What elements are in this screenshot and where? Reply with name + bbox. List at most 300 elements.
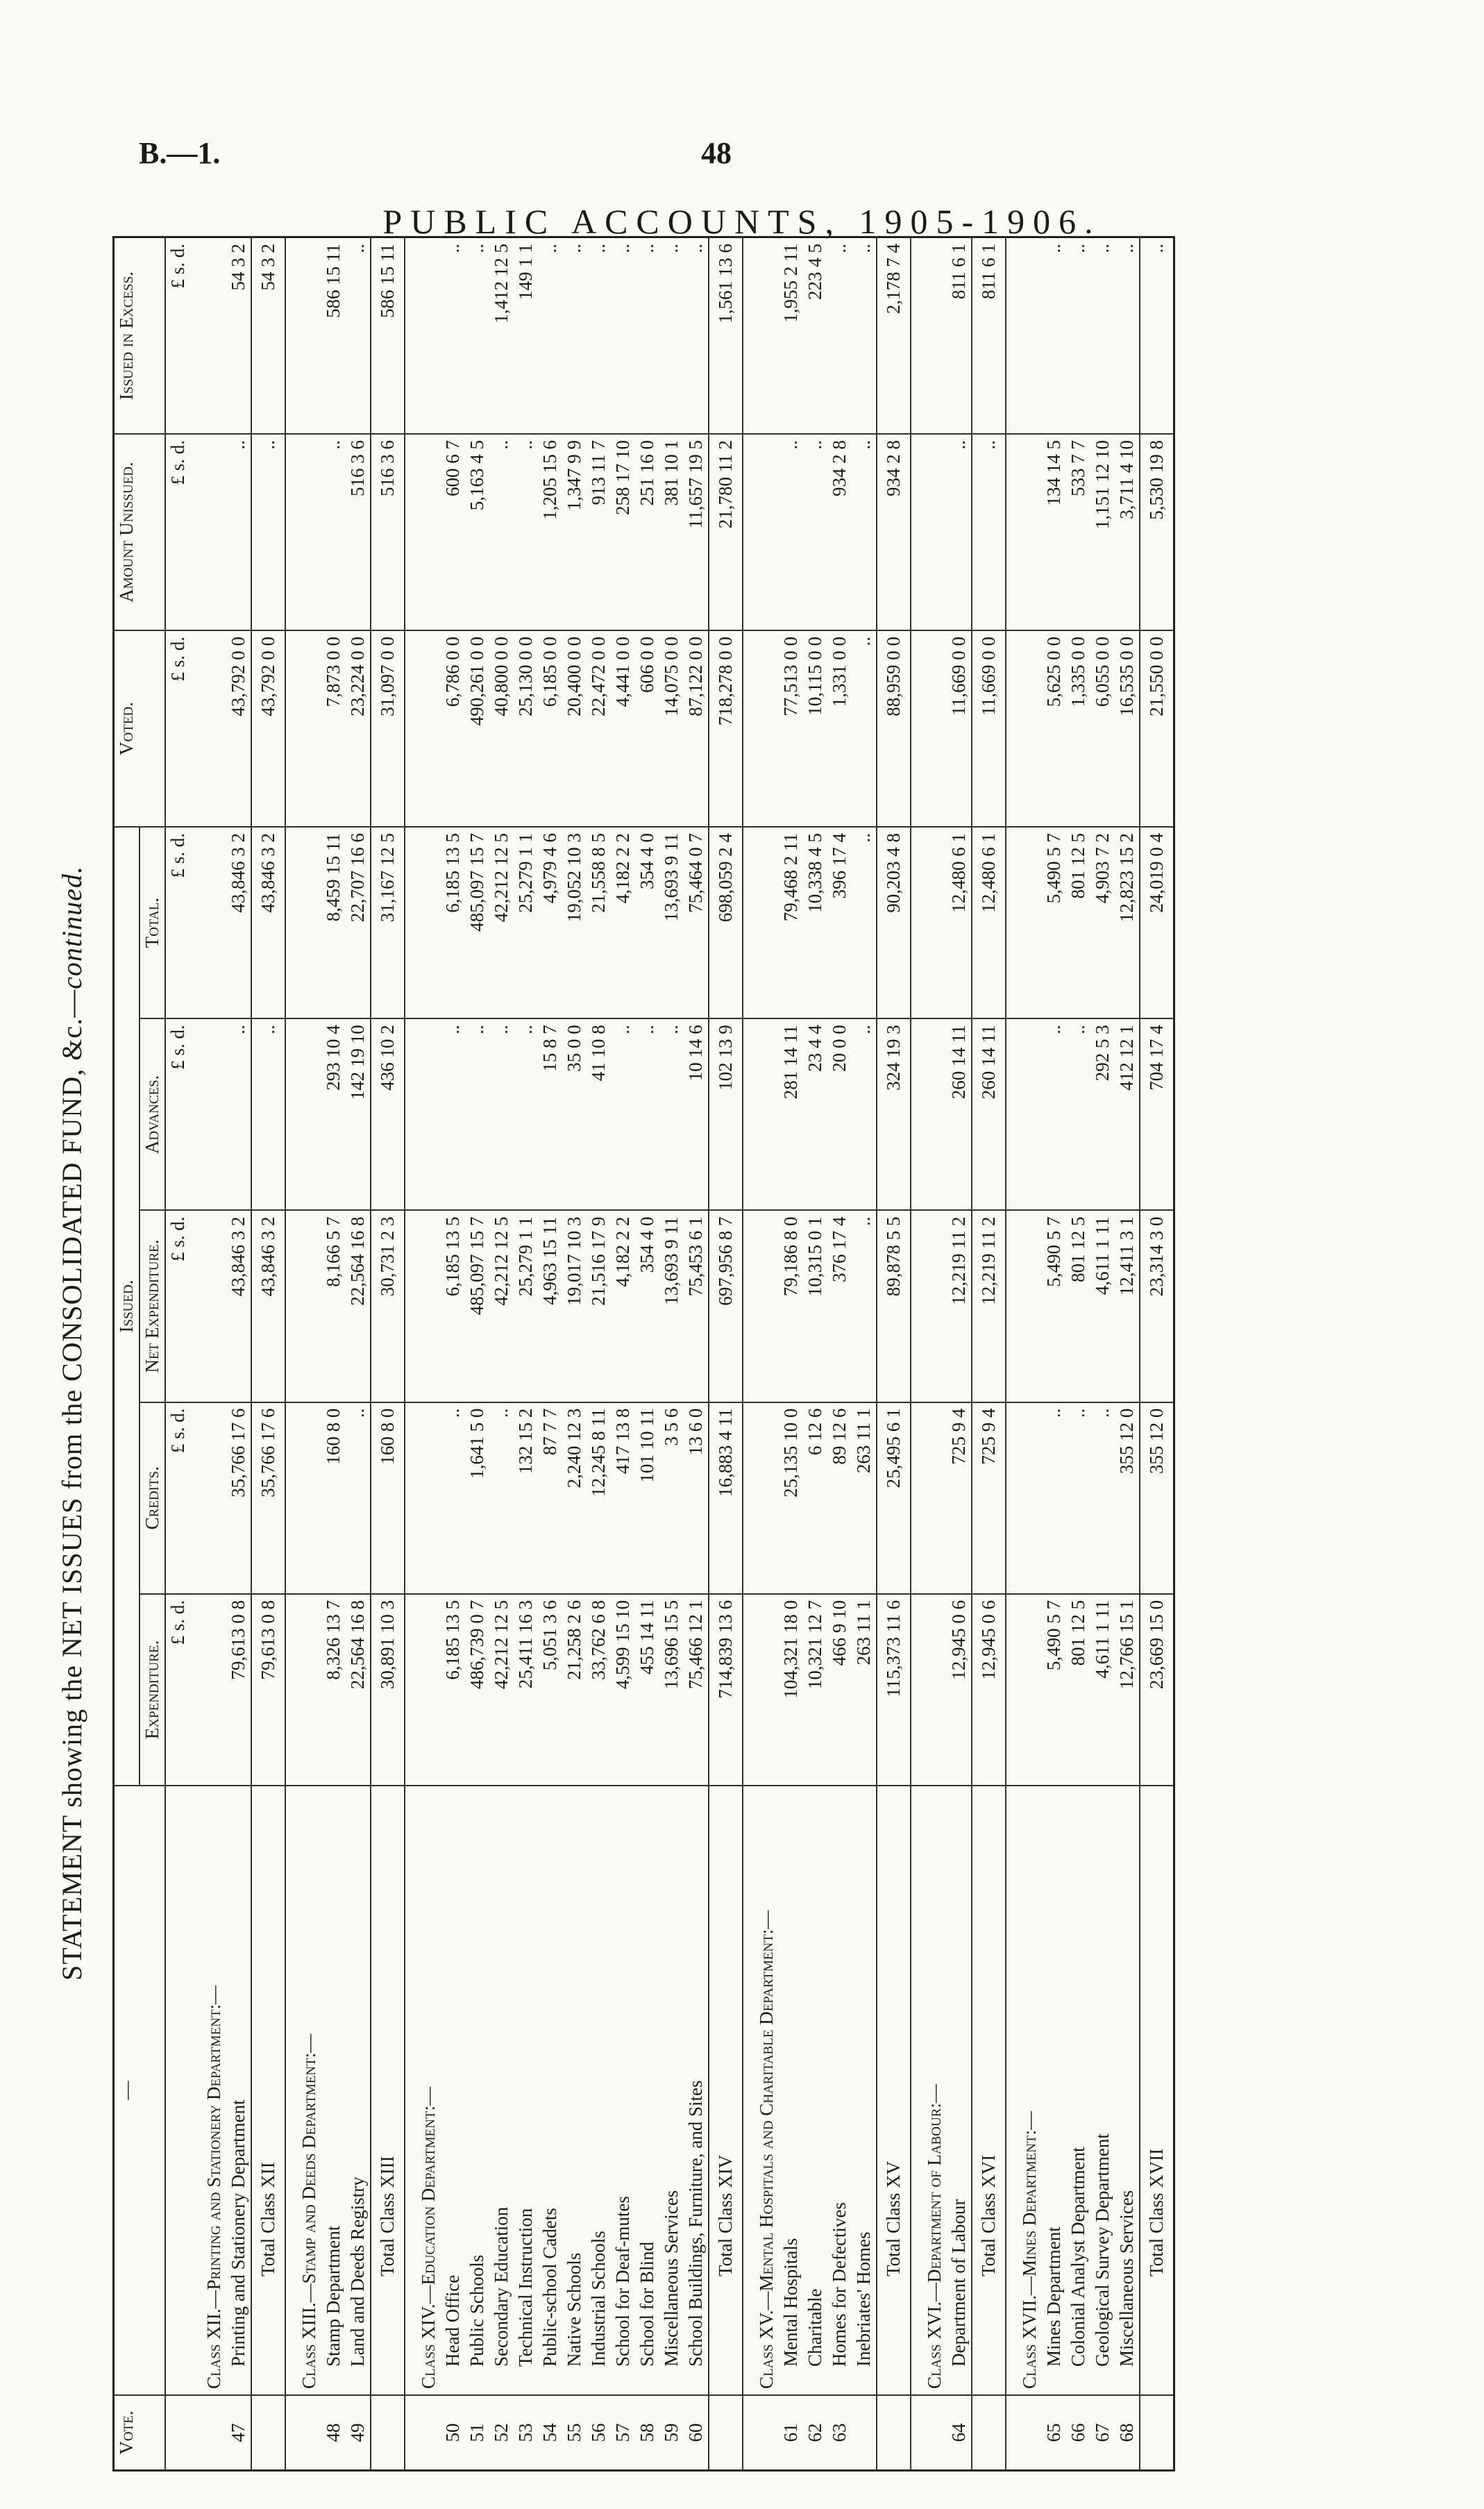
table-body	[165, 237, 1174, 2471]
empty-cell	[285, 1210, 321, 1402]
table-row	[684, 237, 709, 2471]
excess-cell: ..	[441, 237, 465, 435]
voted-cell: 4,441 0 0	[611, 630, 635, 827]
empty-cell	[1006, 630, 1042, 827]
voted-cell: 31,097 0 0	[371, 630, 405, 827]
net-expenditure-cell: 12,411 3 1	[1115, 1210, 1140, 1402]
unissued-cell: 516 3 6	[346, 434, 371, 630]
empty-cell	[743, 630, 779, 827]
row-label: Miscellaneous Services	[1115, 1786, 1140, 2395]
total-cell: 801 12 5	[1066, 827, 1090, 1018]
empty-cell	[1006, 1018, 1042, 1210]
net-expenditure-cell: 376 17 4	[827, 1210, 852, 1402]
col-credits: Credits.	[140, 1402, 165, 1594]
net-expenditure-cell: 89,878 5 5	[877, 1210, 911, 1402]
total-cell: 8,459 15 11	[321, 827, 346, 1018]
units-label: £ s. d.	[165, 1210, 191, 1402]
total-cell: ..	[852, 827, 877, 1018]
empty-cell	[743, 1402, 779, 1594]
excess-cell: 54 3 2	[251, 237, 285, 435]
voted-cell: 1,331 0 0	[827, 630, 852, 827]
empty-cell	[405, 1018, 441, 1210]
expenditure-cell: 10,321 12 7	[803, 1594, 827, 1786]
table-row	[635, 237, 659, 2471]
voted-cell: 606 0 0	[635, 630, 659, 827]
total-cell: 22,707 16 6	[346, 827, 371, 1018]
net-expenditure-cell: 75,453 6 1	[684, 1210, 709, 1402]
credits-cell: 355 12 0	[1115, 1402, 1140, 1594]
expenditure-cell: 42,212 12 5	[489, 1594, 514, 1786]
total-cell: 6,185 13 5	[441, 827, 465, 1018]
expenditure-cell: 8,326 13 7	[321, 1594, 346, 1786]
unissued-cell: 1,205 15 6	[538, 434, 562, 630]
net-expenditure-cell: 10,315 0 1	[803, 1210, 827, 1402]
vote-cell	[285, 2395, 321, 2471]
credits-cell: 35,766 17 6	[251, 1402, 285, 1594]
expenditure-cell: 486,739 0 7	[465, 1594, 489, 1786]
unissued-cell: ..	[226, 434, 251, 630]
total-cell: 24,019 0 4	[1140, 827, 1174, 1018]
expenditure-cell: 801 12 5	[1066, 1594, 1090, 1786]
page-title: PUBLIC ACCOUNTS, 1905-1906.	[382, 202, 1102, 241]
empty-cell	[405, 827, 441, 1018]
caption-main: STATEMENT showing the NET ISSUES from the CONSOLIDATED FUND, &c.—	[56, 989, 87, 1981]
table-caption	[56, 694, 88, 2152]
empty-cell	[285, 237, 321, 435]
credits-cell: 160 8 0	[371, 1402, 405, 1594]
vote-number: 52	[489, 2395, 514, 2471]
row-label: Mental Hospitals	[779, 1786, 803, 2395]
empty-cell	[191, 630, 227, 827]
vote-cell	[709, 2395, 743, 2471]
credits-cell: 13 6 0	[684, 1402, 709, 1594]
empty-cell	[405, 1594, 441, 1786]
empty-cell	[405, 1210, 441, 1402]
expenditure-cell: 12,945 0 6	[972, 1594, 1006, 1786]
unissued-cell: 533 7 7	[1066, 434, 1090, 630]
unissued-cell: 1,347 9 9	[562, 434, 587, 630]
total-label: Total Class XII	[251, 1786, 285, 2395]
net-expenditure-cell: ..	[852, 1210, 877, 1402]
unissued-cell: ..	[514, 434, 538, 630]
voted-cell: 25,130 0 0	[514, 630, 538, 827]
unissued-cell: ..	[321, 434, 346, 630]
empty-cell	[405, 237, 441, 435]
total-cell: 13,693 9 11	[659, 827, 684, 1018]
vote-number: 64	[947, 2395, 972, 2471]
table-row	[321, 237, 346, 2471]
excess-cell: ..	[611, 237, 635, 435]
vote-number: 56	[587, 2395, 611, 2471]
unissued-cell: 381 10 1	[659, 434, 684, 630]
table-row	[346, 237, 371, 2471]
net-expenditure-cell: 12,219 11 2	[947, 1210, 972, 1402]
empty-cell	[191, 827, 227, 1018]
class-heading-row	[285, 237, 321, 2471]
unissued-cell: 251 16 0	[635, 434, 659, 630]
excess-cell: 1,412 12 5	[489, 237, 514, 435]
expenditure-cell: 79,613 0 8	[251, 1594, 285, 1786]
voted-cell: 11,669 0 0	[947, 630, 972, 827]
empty-cell	[191, 1594, 227, 1786]
net-expenditure-cell: 4,182 2 2	[611, 1210, 635, 1402]
total-cell: 354 4 0	[635, 827, 659, 1018]
advances-cell: 412 12 1	[1115, 1018, 1140, 1210]
expenditure-cell: 79,613 0 8	[226, 1594, 251, 1786]
units-label: £ s. d.	[165, 827, 191, 1018]
total-cell: 25,279 1 1	[514, 827, 538, 1018]
table-row	[611, 237, 635, 2471]
total-cell: 5,490 5 7	[1042, 827, 1066, 1018]
total-label: Total Class XIV	[709, 1786, 743, 2395]
advances-cell: ..	[635, 1018, 659, 1210]
vote-number: 51	[465, 2395, 489, 2471]
vote-number: 68	[1115, 2395, 1140, 2471]
expenditure-cell: 23,669 15 0	[1140, 1594, 1174, 1786]
total-cell: 43,846 3 2	[251, 827, 285, 1018]
table-row	[465, 237, 489, 2471]
total-cell: 4,979 4 6	[538, 827, 562, 1018]
empty-cell	[743, 827, 779, 1018]
class-heading-row	[191, 237, 227, 2471]
table-row	[852, 237, 877, 2471]
expenditure-cell: 30,891 10 3	[371, 1594, 405, 1786]
excess-cell: 223 4 5	[803, 237, 827, 435]
row-label: Homes for Defectives	[827, 1786, 852, 2395]
empty-cell	[191, 1210, 227, 1402]
page-reference: B.—1.	[139, 136, 221, 170]
unissued-cell: 934 2 8	[827, 434, 852, 630]
total-cell: 79,468 2 11	[779, 827, 803, 1018]
expenditure-cell: 21,258 2 6	[562, 1594, 587, 1786]
vote-number: 53	[514, 2395, 538, 2471]
excess-cell: ..	[1066, 237, 1090, 435]
excess-cell: ..	[1140, 237, 1174, 435]
vote-number: 61	[779, 2395, 803, 2471]
credits-cell: 25,495 6 1	[877, 1402, 911, 1594]
units-row	[165, 237, 191, 2471]
vote-number: 49	[346, 2395, 371, 2471]
unissued-cell: 516 3 6	[371, 434, 405, 630]
excess-cell: ..	[684, 237, 709, 435]
advances-cell: 41 10 8	[587, 1018, 611, 1210]
unissued-cell: ..	[779, 434, 803, 630]
expenditure-cell: 12,766 15 1	[1115, 1594, 1140, 1786]
net-expenditure-cell: 354 4 0	[635, 1210, 659, 1402]
unissued-cell: 11,657 19 5	[684, 434, 709, 630]
col-expenditure: Expenditure.	[140, 1594, 165, 1786]
total-label: Total Class XIII	[371, 1786, 405, 2395]
voted-cell: 16,535 0 0	[1115, 630, 1140, 827]
advances-cell: 35 0 0	[562, 1018, 587, 1210]
col-total: Total.	[140, 827, 165, 1018]
class-heading: Class XIV.—Education Department:—	[405, 1786, 441, 2395]
table-row	[587, 237, 611, 2471]
excess-cell: ..	[587, 237, 611, 435]
row-label: Miscellaneous Services	[659, 1786, 684, 2395]
net-expenditure-cell: 22,564 16 8	[346, 1210, 371, 1402]
empty-cell	[911, 1402, 947, 1594]
empty-cell	[285, 1594, 321, 1786]
total-label: Total Class XVII	[1140, 1786, 1174, 2395]
total-row	[877, 237, 911, 2471]
advances-cell: ..	[489, 1018, 514, 1210]
col-description: —	[114, 1786, 166, 2395]
total-cell: 4,182 2 2	[611, 827, 635, 1018]
net-expenditure-cell: 19,017 10 3	[562, 1210, 587, 1402]
empty-cell	[405, 1402, 441, 1594]
total-cell: 31,167 12 5	[371, 827, 405, 1018]
vote-number: 55	[562, 2395, 587, 2471]
expenditure-cell: 25,411 16 3	[514, 1594, 538, 1786]
expenditure-cell: 13,696 15 5	[659, 1594, 684, 1786]
empty-cell	[743, 237, 779, 435]
credits-cell: ..	[1066, 1402, 1090, 1594]
voted-cell: 87,122 0 0	[684, 630, 709, 827]
vote-cell	[1140, 2395, 1174, 2471]
class-heading-row	[911, 237, 947, 2471]
voted-cell: 21,550 0 0	[1140, 630, 1174, 827]
net-expenditure-cell: 6,185 13 5	[441, 1210, 465, 1402]
advances-cell: 260 14 11	[947, 1018, 972, 1210]
table-row	[441, 237, 465, 2471]
class-heading-row	[405, 237, 441, 2471]
excess-cell: ..	[562, 237, 587, 435]
unissued-cell: 3,711 4 10	[1115, 434, 1140, 630]
credits-cell: 725 9 4	[947, 1402, 972, 1594]
units-label: £ s. d.	[165, 1018, 191, 1210]
voted-cell: 7,873 0 0	[321, 630, 346, 827]
voted-cell: 40,800 0 0	[489, 630, 514, 827]
vote-number: 63	[827, 2395, 852, 2471]
empty-cell	[285, 1018, 321, 1210]
vote-number: 50	[441, 2395, 465, 2471]
empty-cell	[1006, 237, 1042, 435]
rotated-table-frame	[112, 236, 1390, 2472]
units-label: £ s. d.	[165, 237, 191, 435]
empty-cell	[405, 434, 441, 630]
advances-cell: ..	[514, 1018, 538, 1210]
vote-number: 48	[321, 2395, 346, 2471]
total-row	[371, 237, 405, 2471]
row-label: Public-school Cadets	[538, 1786, 562, 2395]
expenditure-cell: 466 9 10	[827, 1594, 852, 1786]
row-label: Land and Deeds Registry	[346, 1786, 371, 2395]
col-excess: Issued in Excess.	[114, 237, 166, 435]
vote-number: 59	[659, 2395, 684, 2471]
row-label: School Buildings, Furniture, and Sites	[684, 1786, 709, 2395]
empty-cell	[1006, 1402, 1042, 1594]
excess-cell: 1,561 13 6	[709, 237, 743, 435]
empty-cell	[1006, 827, 1042, 1018]
excess-cell: ..	[659, 237, 684, 435]
vote-number: 47	[226, 2395, 251, 2471]
vote-number: 57	[611, 2395, 635, 2471]
credits-cell: 355 12 0	[1140, 1402, 1174, 1594]
advances-cell: ..	[659, 1018, 684, 1210]
row-label: School for Blind	[635, 1786, 659, 2395]
col-voted: Voted.	[114, 630, 166, 827]
page-number: 48	[701, 136, 732, 170]
excess-cell: ..	[1115, 237, 1140, 435]
advances-cell: 142 19 10	[346, 1018, 371, 1210]
voted-cell: 10,115 0 0	[803, 630, 827, 827]
class-heading: Class XV.—Mental Hospitals and Charitable Department:—	[743, 1786, 779, 2395]
net-expenditure-cell: 801 12 5	[1066, 1210, 1090, 1402]
row-label: Technical Instruction	[514, 1786, 538, 2395]
total-cell: 19,052 10 3	[562, 827, 587, 1018]
net-issues-table	[112, 236, 1175, 2472]
total-label: Total Class XVI	[972, 1786, 1006, 2395]
voted-cell: 20,400 0 0	[562, 630, 587, 827]
vote-number: 62	[803, 2395, 827, 2471]
credits-cell: 263 11 1	[852, 1402, 877, 1594]
units-label: £ s. d.	[165, 1402, 191, 1594]
row-label: Secondary Education	[489, 1786, 514, 2395]
excess-cell: ..	[1042, 237, 1066, 435]
unissued-cell: ..	[489, 434, 514, 630]
vote-cell	[743, 2395, 779, 2471]
total-label: Total Class XV	[877, 1786, 911, 2395]
vote-cell	[972, 2395, 1006, 2471]
table-row	[562, 237, 587, 2471]
row-label: Colonial Analyst Department	[1066, 1786, 1090, 2395]
advances-cell: 102 13 9	[709, 1018, 743, 1210]
col-unissued: Amount Unissued.	[114, 434, 166, 630]
voted-cell: 6,786 0 0	[441, 630, 465, 827]
expenditure-cell: 33,762 6 8	[587, 1594, 611, 1786]
total-row	[251, 237, 285, 2471]
voted-cell: 490,261 0 0	[465, 630, 489, 827]
advances-cell: ..	[441, 1018, 465, 1210]
advances-cell: 10 14 6	[684, 1018, 709, 1210]
credits-cell: 35,766 17 6	[226, 1402, 251, 1594]
credits-cell: ..	[1090, 1402, 1115, 1594]
excess-cell: 586 15 11	[371, 237, 405, 435]
voted-cell: 43,792 0 0	[251, 630, 285, 827]
row-label: Inebriates' Homes	[852, 1786, 877, 2395]
credits-cell: 25,135 10 0	[779, 1402, 803, 1594]
col-issued: Issued.	[114, 827, 140, 1786]
table-row	[538, 237, 562, 2471]
unissued-cell: 5,163 4 5	[465, 434, 489, 630]
table-row	[489, 237, 514, 2471]
empty-cell	[911, 1018, 947, 1210]
vote-number: 65	[1042, 2395, 1066, 2471]
expenditure-cell: 12,945 0 6	[947, 1594, 972, 1786]
vote-number: 58	[635, 2395, 659, 2471]
net-expenditure-cell: 697,956 8 7	[709, 1210, 743, 1402]
total-cell: 4,903 7 2	[1090, 827, 1115, 1018]
total-cell: 396 17 4	[827, 827, 852, 1018]
vote-number: 54	[538, 2395, 562, 2471]
vote-number	[852, 2395, 877, 2471]
table-row	[659, 237, 684, 2471]
unissued-cell: ..	[803, 434, 827, 630]
table-row	[1066, 237, 1090, 2471]
excess-cell: ..	[465, 237, 489, 435]
table-row	[947, 237, 972, 2471]
expenditure-cell: 6,185 13 5	[441, 1594, 465, 1786]
net-expenditure-cell: 25,279 1 1	[514, 1210, 538, 1402]
total-cell: 21,558 8 5	[587, 827, 611, 1018]
row-label: Printing and Stationery Department	[226, 1786, 251, 2395]
class-heading-row	[1006, 237, 1042, 2471]
class-heading: Class XIII.—Stamp and Deeds Department:—	[285, 1786, 321, 2395]
credits-cell: ..	[441, 1402, 465, 1594]
empty-cell	[911, 630, 947, 827]
table-row	[1042, 237, 1066, 2471]
excess-cell: ..	[538, 237, 562, 435]
excess-cell: 149 1 1	[514, 237, 538, 435]
total-cell: 75,464 0 7	[684, 827, 709, 1018]
expenditure-cell: 115,373 11 6	[877, 1594, 911, 1786]
advances-cell: 15 8 7	[538, 1018, 562, 1210]
caption-continued: continued.	[56, 866, 87, 989]
vote-cell	[251, 2395, 285, 2471]
expenditure-cell: 4,611 1 11	[1090, 1594, 1115, 1786]
excess-cell: ..	[346, 237, 371, 435]
credits-cell: ..	[1042, 1402, 1066, 1594]
total-cell: 485,097 15 7	[465, 827, 489, 1018]
credits-cell: 3 5 6	[659, 1402, 684, 1594]
advances-cell: 20 0 0	[827, 1018, 852, 1210]
total-cell: 10,338 4 5	[803, 827, 827, 1018]
empty-cell	[191, 1018, 227, 1210]
class-heading: Class XII.—Printing and Stationery Department:—	[191, 1786, 227, 2395]
total-cell: 12,480 6 1	[947, 827, 972, 1018]
empty-cell	[405, 630, 441, 827]
advances-cell: 281 14 11	[779, 1018, 803, 1210]
advances-cell: ..	[1042, 1018, 1066, 1210]
row-label: Public Schools	[465, 1786, 489, 2395]
unissued-cell: 934 2 8	[877, 434, 911, 630]
table-row	[226, 237, 251, 2471]
expenditure-cell: 5,051 3 6	[538, 1594, 562, 1786]
table-row	[1115, 237, 1140, 2471]
excess-cell: ..	[1090, 237, 1115, 435]
class-heading: Class XVII.—Mines Department:—	[1006, 1786, 1042, 2395]
row-label: Mines Department	[1042, 1786, 1066, 2395]
unissued-cell: ..	[852, 434, 877, 630]
empty-cell	[1006, 1594, 1042, 1786]
total-row	[1140, 237, 1174, 2471]
advances-cell: 260 14 11	[972, 1018, 1006, 1210]
expenditure-cell: 104,321 18 0	[779, 1594, 803, 1786]
total-cell: 90,203 4 8	[877, 827, 911, 1018]
row-label: Geological Survey Department	[1090, 1786, 1115, 2395]
row-label: Department of Labour	[947, 1786, 972, 2395]
row-label: Head Office	[441, 1786, 465, 2395]
empty-cell	[285, 1402, 321, 1594]
total-cell: 43,846 3 2	[226, 827, 251, 1018]
voted-cell: 1,335 0 0	[1066, 630, 1090, 827]
excess-cell: 811 6 1	[947, 237, 972, 435]
expenditure-cell: 263 11 1	[852, 1594, 877, 1786]
empty-cell	[285, 827, 321, 1018]
table-row	[803, 237, 827, 2471]
unissued-cell: 21,780 11 2	[709, 434, 743, 630]
net-expenditure-cell: 43,846 3 2	[226, 1210, 251, 1402]
table-row	[1090, 237, 1115, 2471]
row-label: Native Schools	[562, 1786, 587, 2395]
net-expenditure-cell: 13,693 9 11	[659, 1210, 684, 1402]
voted-cell: 11,669 0 0	[972, 630, 1006, 827]
empty-cell	[191, 1402, 227, 1594]
voted-cell: 77,513 0 0	[779, 630, 803, 827]
col-vote: Vote.	[114, 2395, 166, 2471]
empty-cell	[911, 237, 947, 435]
